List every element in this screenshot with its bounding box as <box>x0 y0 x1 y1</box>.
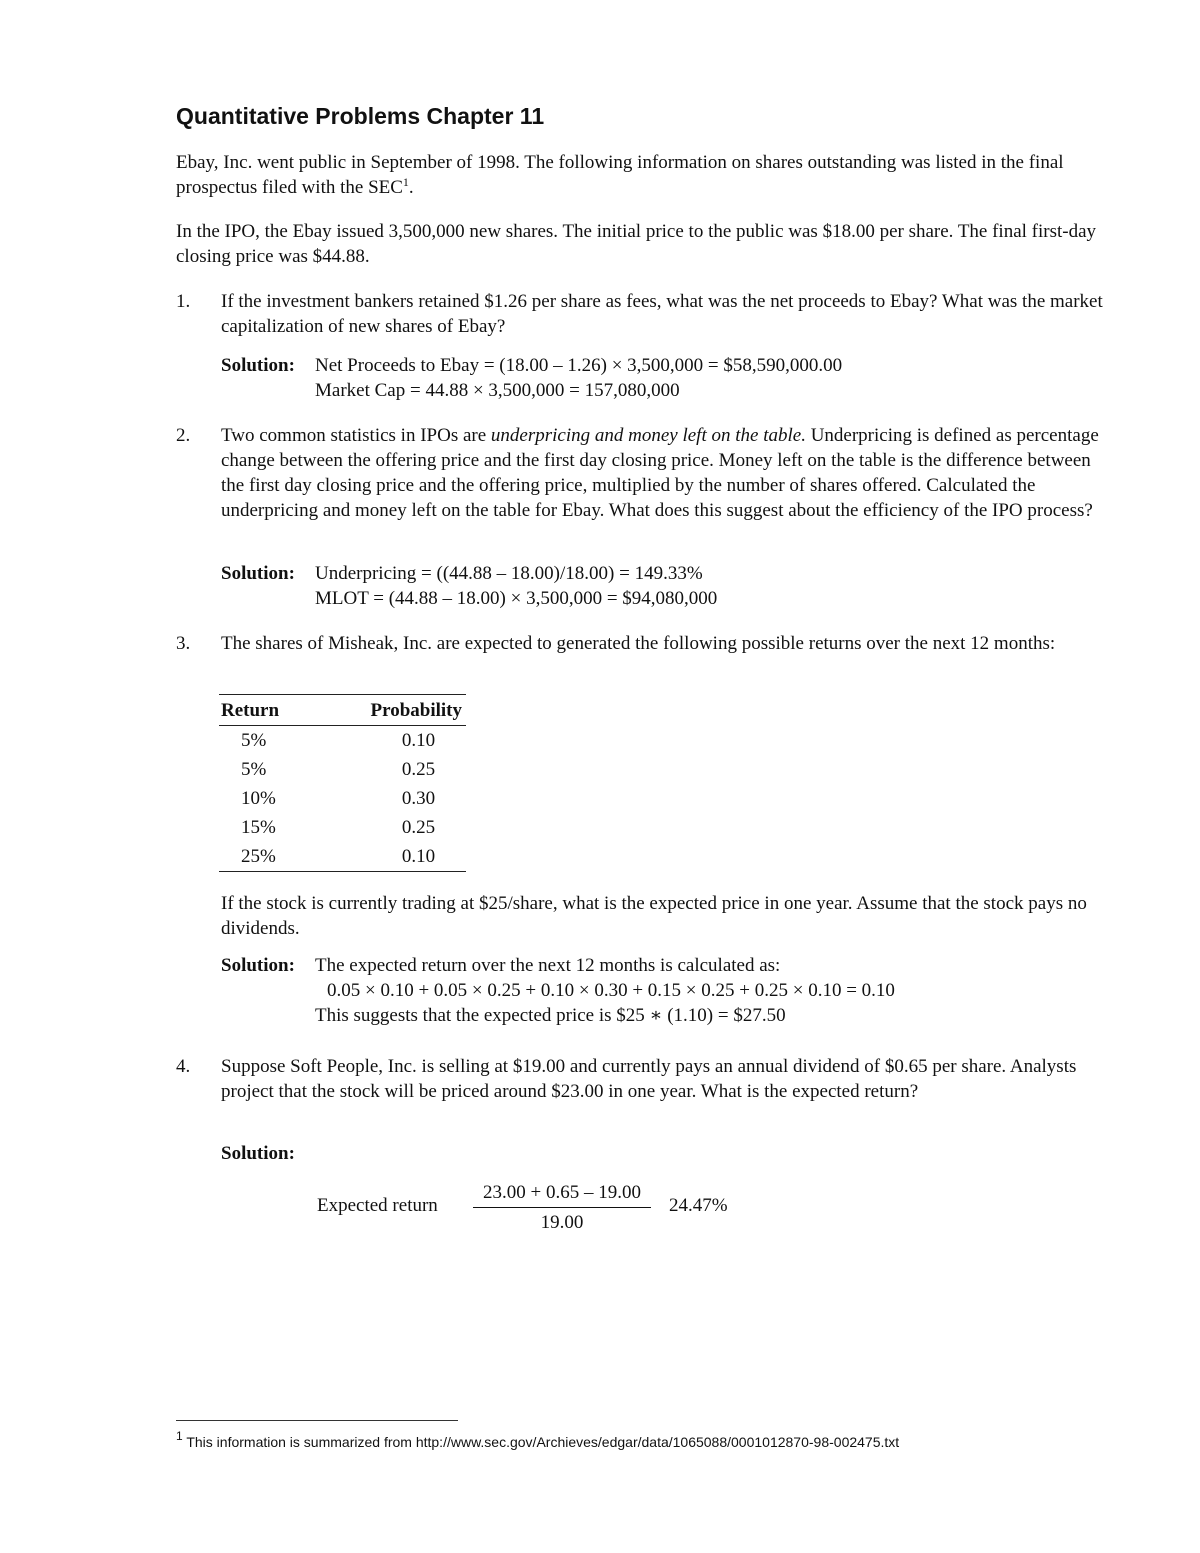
solution-line: 0.05 × 0.10 + 0.05 × 0.25 + 0.10 × 0.30 + 0.15 × 0.25 + 0.25 × 0.10 = 0.10 <box>327 980 895 1001</box>
solution-line: The expected return over the next 12 months is calculated as: <box>315 955 781 976</box>
problem-number: 3. <box>176 633 191 654</box>
problem-4 <box>176 1054 1106 1104</box>
solution-label: Solution: <box>221 955 295 976</box>
table-row <box>219 784 466 813</box>
problem-3 <box>176 631 1106 656</box>
formula-denominator: 19.00 <box>540 1212 584 1233</box>
probability-cell: 0.10 <box>401 730 436 751</box>
formula-lhs: Expected return <box>317 1195 438 1216</box>
solution-line: Market Cap = 44.88 × 3,500,000 = 157,080,000 <box>315 380 680 401</box>
return-cell: 5% <box>241 730 267 751</box>
problem-2-solution <box>221 561 717 611</box>
table-row <box>219 726 466 756</box>
probability-cell: 0.30 <box>401 788 436 809</box>
problem-text: The shares of Misheak, Inc. are expected to generated the following possible returns over the next 12 months: <box>221 633 1056 654</box>
footnote-text: This information is summarized from http://www.sec.gov/Archieves/edgar/data/1065088/0001012870-98-002475.txt <box>186 1434 900 1450</box>
solution-line: Net Proceeds to Ebay = (18.00 – 1.26) × 3,500,000 = $58,590,000.00 <box>315 355 843 376</box>
solution-label: Solution: <box>221 1143 295 1164</box>
problem-text-part: Underpricing is defined as percentage change between the offering price and the first day closing price. Money left on the table is the difference between the first day closing price and the offering price, multiplied by the number of shares offered. Calculated the underpricing and money left on the table for Ebay. What does this suggest about the efficiency of the IPO process? <box>221 425 1099 521</box>
problem-1 <box>176 289 1106 339</box>
formula-numerator: 23.00 + 0.65 – 19.00 <box>473 1180 651 1208</box>
intro-paragraph-1-text: Ebay, Inc. went public in September of 1998. The following information on shares outstanding was listed in the final prospectus filed with the SEC <box>176 152 1064 198</box>
solution-line: MLOT = (44.88 – 18.00) × 3,500,000 = $94,080,000 <box>315 588 718 609</box>
problem-text: Suppose Soft People, Inc. is selling at $19.00 and currently pays an annual dividend of $0.65 per share. Analysts project that the stock will be priced around $23.00 in one year. What is the expected return? <box>221 1056 1077 1102</box>
table-row <box>219 755 466 784</box>
table-row <box>219 842 466 872</box>
solution-label: Solution: <box>221 355 295 376</box>
problem-text-part: Two common statistics in IPOs are <box>221 425 491 446</box>
intro-paragraph-1 <box>176 150 1106 200</box>
problem-1-solution <box>221 353 842 403</box>
footnote-ref: 1 <box>402 175 409 189</box>
probability-cell: 0.25 <box>401 759 436 780</box>
formula-fraction <box>473 1180 651 1235</box>
problem-text <box>221 423 1106 523</box>
column-header-return: Return <box>219 695 351 726</box>
footnote <box>176 1429 900 1451</box>
table-row <box>219 813 466 842</box>
return-cell: 25% <box>219 842 351 872</box>
problem-2 <box>176 423 1106 523</box>
return-cell: 15% <box>241 817 276 838</box>
probability-cell: 0.10 <box>351 842 466 872</box>
solution-label: Solution: <box>221 563 295 584</box>
intro-paragraph-2: In the IPO, the Ebay issued 3,500,000 new shares. The initial price to the public was $18.00 per share. The final first-day closing price was $44.88. <box>176 221 1097 267</box>
problem-text: If the investment bankers retained $1.26 per share as fees, what was the net proceeds to Ebay? What was the market capitalization of new shares of Ebay? <box>221 291 1103 337</box>
returns-table <box>219 694 466 872</box>
footnote-marker: 1 <box>176 1429 183 1443</box>
table-header-row <box>219 695 466 726</box>
footnote-divider <box>176 1420 458 1421</box>
solution-line: Underpricing = ((44.88 – 18.00)/18.00) = 149.33% <box>315 563 703 584</box>
probability-cell: 0.25 <box>401 817 436 838</box>
formula-result: 24.47% <box>669 1195 728 1216</box>
problem-text-emphasis: underpricing and money left on the table. <box>490 425 806 446</box>
solution-line: This suggests that the expected price is $25 ∗ (1.10) = $27.50 <box>315 1005 786 1026</box>
problem-3-question: If the stock is currently trading at $25/share, what is the expected price in one year. Assume that the stock pays no dividends. <box>221 893 1087 939</box>
expected-return-formula <box>317 1180 817 1240</box>
problem-number: 2. <box>176 425 191 446</box>
column-header-probability: Probability <box>351 695 466 726</box>
return-cell: 5% <box>241 759 267 780</box>
return-cell: 10% <box>241 788 276 809</box>
page-title: Quantitative Problems Chapter 11 <box>176 103 545 129</box>
problem-number: 1. <box>176 291 191 312</box>
intro-paragraph-1-end: . <box>408 177 414 198</box>
problem-3-solution <box>221 953 895 1028</box>
problem-number: 4. <box>176 1056 191 1077</box>
